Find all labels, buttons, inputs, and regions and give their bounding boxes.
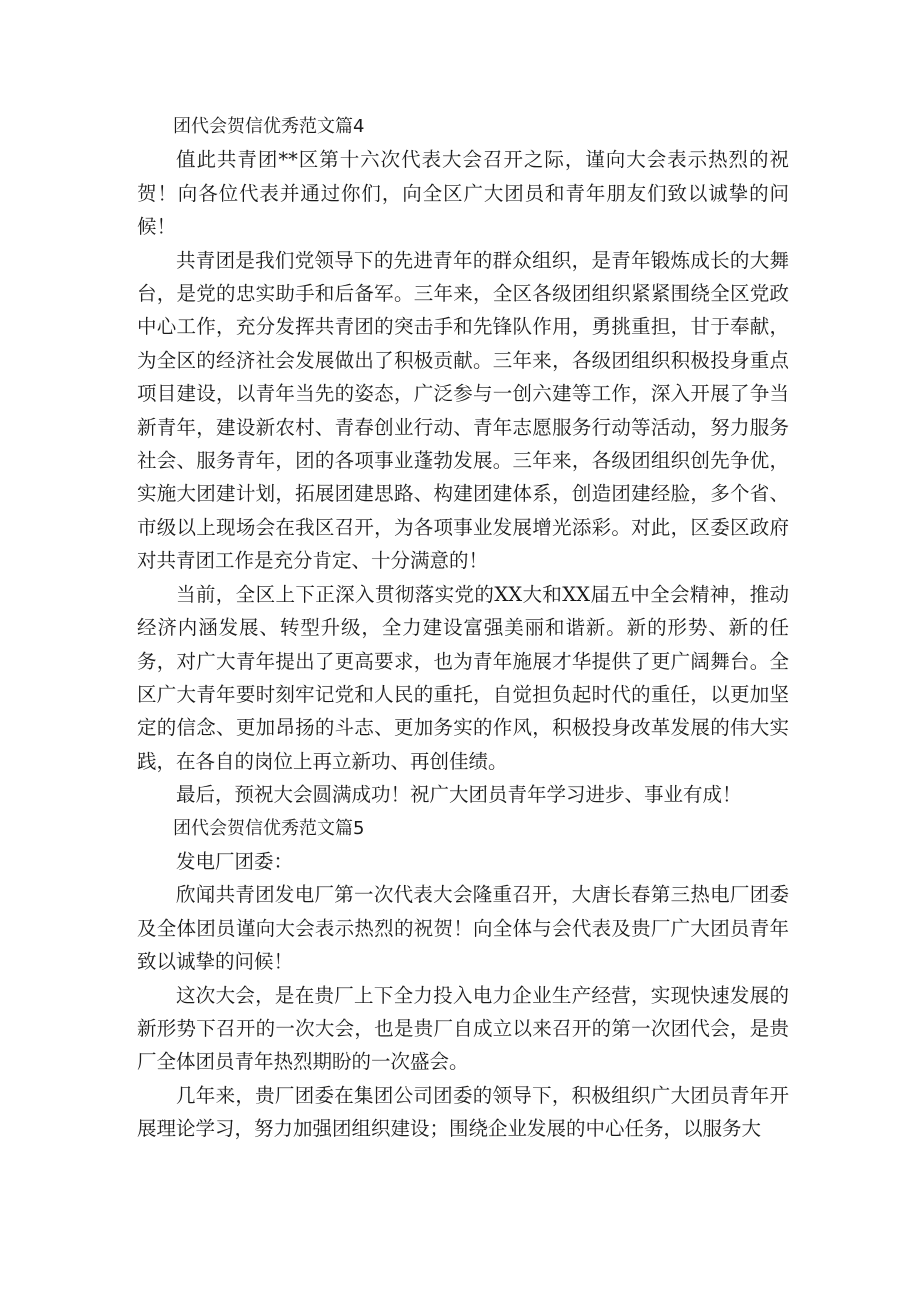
section-5-heading: 团代会贺信优秀范文篇5 [173,817,365,839]
section-4-paragraph-1: 值此共青团**区第十六次代表大会召开之际，谨向大会表示热烈的祝贺！向各位代表并通过你们，向全区广大团员和青年朋友们致以诚挚的问候！ [137,148,789,239]
section-5-salutation: 发电厂团委： [176,849,294,873]
section-5-paragraph-3: 几年来，贵厂团委在集团公司团委的领导下，积极组织广大团员青年开展理论学习，努力加强团组织建设；围绕企业发展的中心任务，以服务大 [137,1083,789,1141]
document-page [137,110,789,1146]
section-4-paragraph-3: 当前，全区上下正深入贯彻落实党的XX大和XX届五中全会精神，推动经济内涵发展、转型升级，全力建设富强美丽和谐新。新的形势、新的任务，对广大青年提出了更高要求，也为青年施展才华提供了更广阔舞台。全区广大青年要时刻牢记党和人民的重托，自觉担负起时代的重任，以更加坚定的信念、更加昂扬的斗志、更加务实的作风，积极投身改革发展的伟大实践，在各自的岗位上再立新功、再创佳绩。 [137,582,789,773]
section-4-paragraph-2: 共青团是我们党领导下的先进青年的群众组织，是青年锻炼成长的大舞台，是党的忠实助手和后备军。三年来，全区各级团组织紧紧围绕全区党政中心工作，充分发挥共青团的突击手和先锋队作用，勇挑重担，甘于奉献，为全区的经济社会发展做出了积极贡献。三年来，各级团组织积极投身重点项目建设，以青年当先的姿态，广泛参与一创六建等工作，深入开展了争当新青年，建设新农村、青春创业行动、青年志愿服务行动等活动，努力服务社会、服务青年，团的各项事业蓬勃发展。三年来，各级团组织创先争优，实施大团建计划，拓展团建思路、构建团建体系，创造团建经脸，多个省、市级以上现场会在我区召开，为各项事业发展增光添彩。对此，区委区政府对共青团工作是充分肯定、十分满意的！ [137,248,789,573]
section-5-paragraph-1: 欣闻共青团发电厂第一次代表大会隆重召开，大唐长春第三热电厂团委及全体团员谨向大会表示热烈的祝贺！向全体与会代表及贵厂广大团员青年致以诚挚的问候！ [137,883,789,974]
section-4-heading: 团代会贺信优秀范文篇4 [173,116,365,137]
section-4-paragraph-4: 最后，预祝大会圆满成功！祝广大团员青年学习进步、事业有成！ [176,783,742,807]
section-5-paragraph-2: 这次大会，是在贵厂上下全力投入电力企业生产经营，实现快速发展的新形势下召开的一次大会，也是贵厂自成立以来召开的第一次团代会，是贵厂全体团员青年热烈期盼的一次盛会。 [137,983,789,1074]
